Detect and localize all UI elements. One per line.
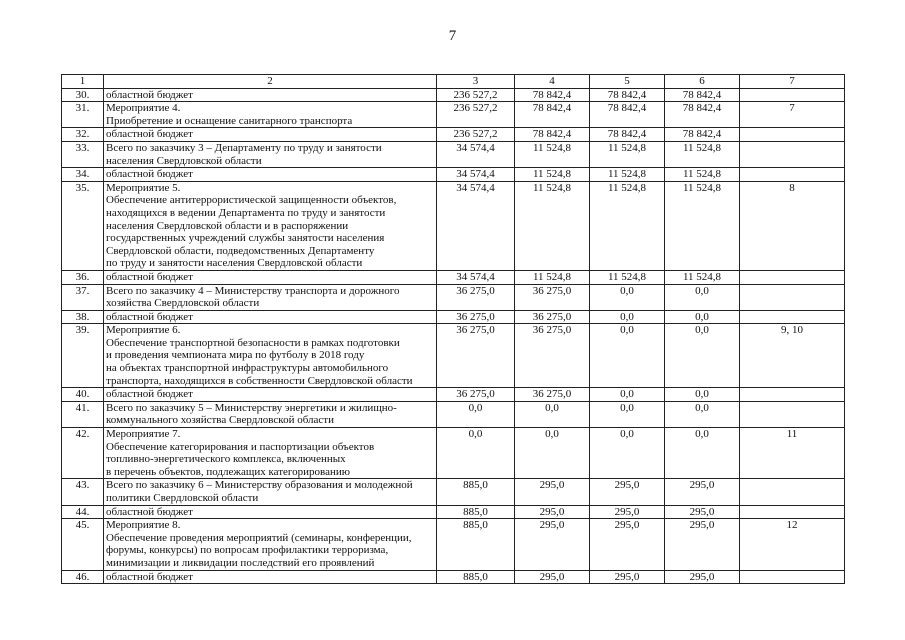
table-row: [62, 181, 845, 270]
target-indicator-cell: 9, 10: [740, 324, 845, 388]
total-amount-cell: 34 574,4: [437, 141, 515, 167]
year-1-amount-cell: 295,0: [515, 519, 590, 570]
table-row: [62, 284, 845, 310]
header-cell-1: 1: [62, 75, 104, 89]
year-1-amount-cell: 36 275,0: [515, 310, 590, 324]
table-row: [62, 479, 845, 505]
total-amount-cell: 34 574,4: [437, 270, 515, 284]
row-description-cell: областной бюджет: [104, 310, 437, 324]
row-description-cell: областной бюджет: [104, 168, 437, 182]
table-row: [62, 401, 845, 427]
year-2-amount-cell: 295,0: [590, 570, 665, 584]
year-2-amount-cell: 11 524,8: [590, 168, 665, 182]
table-row: [62, 519, 845, 570]
target-indicator-cell: 8: [740, 181, 845, 270]
row-number-cell: 33.: [62, 141, 104, 167]
year-3-amount-cell: 11 524,8: [665, 141, 740, 167]
row-number-cell: 35.: [62, 181, 104, 270]
row-number-cell: 45.: [62, 519, 104, 570]
year-1-amount-cell: 0,0: [515, 401, 590, 427]
total-amount-cell: 236 527,2: [437, 88, 515, 102]
total-amount-cell: 34 574,4: [437, 168, 515, 182]
year-3-amount-cell: 295,0: [665, 479, 740, 505]
year-1-amount-cell: 11 524,8: [515, 181, 590, 270]
target-indicator-cell: [740, 479, 845, 505]
year-2-amount-cell: 0,0: [590, 401, 665, 427]
row-number-cell: 37.: [62, 284, 104, 310]
year-1-amount-cell: 78 842,4: [515, 88, 590, 102]
target-indicator-cell: [740, 88, 845, 102]
total-amount-cell: 885,0: [437, 570, 515, 584]
year-3-amount-cell: 11 524,8: [665, 270, 740, 284]
year-2-amount-cell: 11 524,8: [590, 141, 665, 167]
year-3-amount-cell: 78 842,4: [665, 88, 740, 102]
target-indicator-cell: [740, 270, 845, 284]
table-row: [62, 324, 845, 388]
row-description-cell: областной бюджет: [104, 570, 437, 584]
target-indicator-cell: 11: [740, 428, 845, 479]
total-amount-cell: 36 275,0: [437, 310, 515, 324]
row-number-cell: 34.: [62, 168, 104, 182]
header-cell-6: 6: [665, 75, 740, 89]
page-number: 7: [448, 28, 457, 44]
year-3-amount-cell: 0,0: [665, 428, 740, 479]
year-3-amount-cell: 295,0: [665, 570, 740, 584]
year-2-amount-cell: 11 524,8: [590, 270, 665, 284]
total-amount-cell: 885,0: [437, 479, 515, 505]
row-description-cell: областной бюджет: [104, 88, 437, 102]
total-amount-cell: 236 527,2: [437, 128, 515, 142]
table-row: [62, 428, 845, 479]
row-description-cell: Мероприятие 7. Обеспечение категорирования и паспортизации объектов топливно-энергетического комплекса, включенных в перечень объектов, подлежащих категорированию: [104, 428, 437, 479]
row-number-cell: 38.: [62, 310, 104, 324]
total-amount-cell: 36 275,0: [437, 324, 515, 388]
target-indicator-cell: 7: [740, 102, 845, 128]
budget-table: [61, 74, 845, 584]
table-row: [62, 88, 845, 102]
year-1-amount-cell: 78 842,4: [515, 102, 590, 128]
row-number-cell: 43.: [62, 479, 104, 505]
header-cell-5: 5: [590, 75, 665, 89]
row-description-cell: Мероприятие 4. Приобретение и оснащение санитарного транспорта: [104, 102, 437, 128]
year-2-amount-cell: 78 842,4: [590, 128, 665, 142]
year-1-amount-cell: 295,0: [515, 570, 590, 584]
year-1-amount-cell: 11 524,8: [515, 270, 590, 284]
year-2-amount-cell: 295,0: [590, 479, 665, 505]
row-description-cell: Всего по заказчику 3 – Департаменту по труду и занятости населения Свердловской области: [104, 141, 437, 167]
year-2-amount-cell: 0,0: [590, 388, 665, 402]
row-number-cell: 39.: [62, 324, 104, 388]
total-amount-cell: 0,0: [437, 401, 515, 427]
row-number-cell: 40.: [62, 388, 104, 402]
year-2-amount-cell: 0,0: [590, 310, 665, 324]
year-3-amount-cell: 0,0: [665, 284, 740, 310]
row-number-cell: 31.: [62, 102, 104, 128]
year-2-amount-cell: 11 524,8: [590, 181, 665, 270]
row-description-cell: областной бюджет: [104, 505, 437, 519]
year-1-amount-cell: 11 524,8: [515, 168, 590, 182]
year-3-amount-cell: 0,0: [665, 310, 740, 324]
row-description-cell: Мероприятие 5. Обеспечение антитеррористической защищенности объектов, находящихся в ведении Департамента по труду и занятости населения Свердловской области и в распоряжении государственных учреждений службы занятости населения Свердловской области, подведомственных Департаменту по труду и занятости населения Свердловской области: [104, 181, 437, 270]
year-3-amount-cell: 0,0: [665, 388, 740, 402]
year-3-amount-cell: 78 842,4: [665, 102, 740, 128]
year-2-amount-cell: 0,0: [590, 324, 665, 388]
table-row: [62, 388, 845, 402]
year-3-amount-cell: 295,0: [665, 519, 740, 570]
year-1-amount-cell: 295,0: [515, 479, 590, 505]
row-number-cell: 44.: [62, 505, 104, 519]
header-cell-4: 4: [515, 75, 590, 89]
year-3-amount-cell: 11 524,8: [665, 181, 740, 270]
row-description-cell: Всего по заказчику 6 – Министерству образования и молодежной политики Свердловской области: [104, 479, 437, 505]
year-3-amount-cell: 78 842,4: [665, 128, 740, 142]
total-amount-cell: 36 275,0: [437, 388, 515, 402]
year-3-amount-cell: 11 524,8: [665, 168, 740, 182]
total-amount-cell: 34 574,4: [437, 181, 515, 270]
year-1-amount-cell: 11 524,8: [515, 141, 590, 167]
target-indicator-cell: [740, 128, 845, 142]
total-amount-cell: 0,0: [437, 428, 515, 479]
year-3-amount-cell: 295,0: [665, 505, 740, 519]
target-indicator-cell: [740, 168, 845, 182]
row-description-cell: областной бюджет: [104, 270, 437, 284]
row-number-cell: 32.: [62, 128, 104, 142]
year-1-amount-cell: 0,0: [515, 428, 590, 479]
year-1-amount-cell: 36 275,0: [515, 388, 590, 402]
year-2-amount-cell: 78 842,4: [590, 102, 665, 128]
table-row: [62, 168, 845, 182]
header-cell-7: 7: [740, 75, 845, 89]
row-description-cell: Мероприятие 8. Обеспечение проведения мероприятий (семинары, конференции, форумы, конкурсы) по вопросам профилактики терроризма, минимизации и ликвидации последствий его проявлений: [104, 519, 437, 570]
row-description-cell: Всего по заказчику 5 – Министерству энергетики и жилищно- коммунального хозяйства Свердловской области: [104, 401, 437, 427]
year-3-amount-cell: 0,0: [665, 401, 740, 427]
row-description-cell: областной бюджет: [104, 128, 437, 142]
year-1-amount-cell: 295,0: [515, 505, 590, 519]
row-number-cell: 30.: [62, 88, 104, 102]
year-2-amount-cell: 0,0: [590, 428, 665, 479]
row-number-cell: 36.: [62, 270, 104, 284]
target-indicator-cell: [740, 310, 845, 324]
header-cell-2: 2: [104, 75, 437, 89]
year-2-amount-cell: 78 842,4: [590, 88, 665, 102]
total-amount-cell: 236 527,2: [437, 102, 515, 128]
total-amount-cell: 885,0: [437, 505, 515, 519]
table-row: [62, 102, 845, 128]
target-indicator-cell: [740, 284, 845, 310]
target-indicator-cell: [740, 141, 845, 167]
target-indicator-cell: 12: [740, 519, 845, 570]
year-1-amount-cell: 36 275,0: [515, 284, 590, 310]
row-number-cell: 42.: [62, 428, 104, 479]
header-row: [62, 75, 845, 89]
year-1-amount-cell: 36 275,0: [515, 324, 590, 388]
row-number-cell: 46.: [62, 570, 104, 584]
row-description-cell: Мероприятие 6. Обеспечение транспортной безопасности в рамках подготовки и проведения чемпионата мира по футболу в 2018 году на объектах транспортной инфраструктуры автомобильного транспорта, находящихся в собственности Свердловской области: [104, 324, 437, 388]
year-3-amount-cell: 0,0: [665, 324, 740, 388]
year-2-amount-cell: 295,0: [590, 505, 665, 519]
row-number-cell: 41.: [62, 401, 104, 427]
year-2-amount-cell: 0,0: [590, 284, 665, 310]
table-row: [62, 310, 845, 324]
target-indicator-cell: [740, 388, 845, 402]
table-row: [62, 141, 845, 167]
table-row: [62, 128, 845, 142]
row-description-cell: областной бюджет: [104, 388, 437, 402]
target-indicator-cell: [740, 570, 845, 584]
header-cell-3: 3: [437, 75, 515, 89]
table-body: [62, 75, 845, 584]
table-row: [62, 270, 845, 284]
row-description-cell: Всего по заказчику 4 – Министерству транспорта и дорожного хозяйства Свердловской области: [104, 284, 437, 310]
total-amount-cell: 36 275,0: [437, 284, 515, 310]
target-indicator-cell: [740, 401, 845, 427]
table-row: [62, 505, 845, 519]
total-amount-cell: 885,0: [437, 519, 515, 570]
table-row: [62, 570, 845, 584]
year-2-amount-cell: 295,0: [590, 519, 665, 570]
year-1-amount-cell: 78 842,4: [515, 128, 590, 142]
target-indicator-cell: [740, 505, 845, 519]
